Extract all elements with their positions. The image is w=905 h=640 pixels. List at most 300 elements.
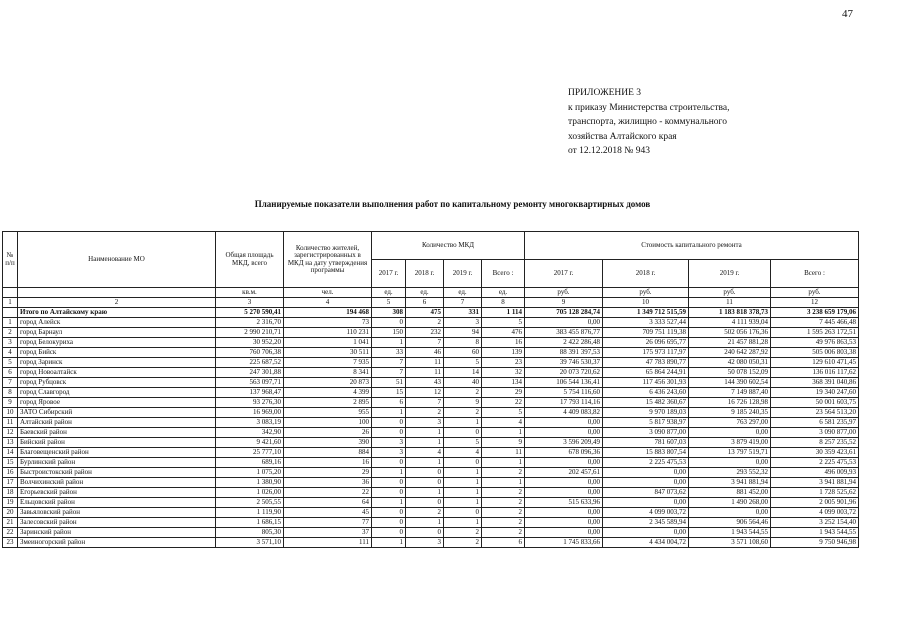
table-cell: 2 990 210,71 xyxy=(216,328,284,338)
table-row xyxy=(3,488,859,498)
table-cell: 2 316,70 xyxy=(216,318,284,328)
table-cell: 678 096,36 xyxy=(525,448,603,458)
table-cell: 5 xyxy=(372,298,406,308)
table-cell: 49 976 863,53 xyxy=(771,338,859,348)
table-cell: 7 xyxy=(372,368,406,378)
table-cell: 0,00 xyxy=(525,508,603,518)
table-cell: 8 341 xyxy=(284,368,372,378)
table-cell: 1 114 xyxy=(482,308,525,318)
table-cell: 5 270 590,41 xyxy=(216,308,284,318)
table-cell: 175 973 117,97 xyxy=(603,348,689,358)
table-cell: 15 xyxy=(372,388,406,398)
table-cell: 46 xyxy=(406,348,444,358)
table-cell: 4 099 003,72 xyxy=(771,508,859,518)
table-cell: 1 xyxy=(406,488,444,498)
table-cell: 1 xyxy=(482,478,525,488)
table-cell: 3 xyxy=(406,418,444,428)
table-cell: 0 xyxy=(372,318,406,328)
table-cell: руб. xyxy=(525,288,603,298)
table-cell: 1 745 833,66 xyxy=(525,538,603,548)
table-cell: 106 544 136,41 xyxy=(525,378,603,388)
header-residents: Количество жителей, зарегистрированных в МКД на дату утверждения программы xyxy=(284,232,372,288)
appendix-line: от 12.12.2018 № 943 xyxy=(568,146,650,157)
table-cell: 22 xyxy=(482,398,525,408)
table-cell: 247 301,88 xyxy=(216,368,284,378)
table-cell: 1 xyxy=(482,428,525,438)
table-cell: 2 422 286,48 xyxy=(525,338,603,348)
table-cell: 2 345 589,94 xyxy=(603,518,689,528)
table-cell: 847 073,62 xyxy=(603,488,689,498)
table-row xyxy=(3,408,859,418)
table-cell: 505 006 803,38 xyxy=(771,348,859,358)
table-cell: Бурлинский район xyxy=(18,458,216,468)
table-row xyxy=(3,468,859,478)
table-cell: 1 xyxy=(444,518,482,528)
table-cell: руб. xyxy=(603,288,689,298)
table-cell: 884 xyxy=(284,448,372,458)
table-cell: 4 399 xyxy=(284,388,372,398)
table-cell: 139 xyxy=(482,348,525,358)
table-cell: 3 090 877,00 xyxy=(603,428,689,438)
table-cell: 16 xyxy=(284,458,372,468)
table-cell: 7 xyxy=(406,398,444,408)
table-cell: 16 726 128,98 xyxy=(689,398,771,408)
table-cell: 1 686,15 xyxy=(216,518,284,528)
table-cell: 0 xyxy=(406,528,444,538)
table-cell: 9 xyxy=(482,438,525,448)
table-cell: 7 xyxy=(444,298,482,308)
table-cell: 705 128 284,74 xyxy=(525,308,603,318)
table-cell: 1 075,20 xyxy=(216,468,284,478)
table-cell: 30 359 423,61 xyxy=(771,448,859,458)
table-cell: 19 340 247,60 xyxy=(771,388,859,398)
table-cell: 100 xyxy=(284,418,372,428)
table-cell: 3 941 881,94 xyxy=(771,478,859,488)
header-count-group: Количество МКД xyxy=(372,232,525,260)
table-row xyxy=(3,348,859,358)
table-cell: 73 xyxy=(284,318,372,328)
table-row xyxy=(3,458,859,468)
table-cell: 15 482 360,67 xyxy=(603,398,689,408)
table-cell: 3 333 527,44 xyxy=(603,318,689,328)
table-cell: 36 xyxy=(284,478,372,488)
table-cell: ЗАТО Сибирский xyxy=(18,408,216,418)
table-cell: 18 xyxy=(3,488,18,498)
table-cell: руб. xyxy=(689,288,771,298)
appendix-line: транспорта, жилищно - коммунального xyxy=(568,117,727,128)
table-cell: 15 883 807,54 xyxy=(603,448,689,458)
table-cell: 3 571 108,60 xyxy=(689,538,771,548)
table-cell: 11 xyxy=(406,368,444,378)
table-cell: 689,16 xyxy=(216,458,284,468)
table-cell: 0,00 xyxy=(525,418,603,428)
table-cell: 9 970 189,03 xyxy=(603,408,689,418)
table-cell: 4 434 004,72 xyxy=(603,538,689,548)
table-cell: 65 864 244,91 xyxy=(603,368,689,378)
table-cell: 23 xyxy=(3,538,18,548)
table-cell: 6 581 235,97 xyxy=(771,418,859,428)
table-cell: 1 xyxy=(406,438,444,448)
table-cell: 26 xyxy=(284,428,372,438)
table-cell: 3 238 659 179,06 xyxy=(771,308,859,318)
table-cell: 7 xyxy=(406,338,444,348)
table-cell: 293 552,32 xyxy=(689,468,771,478)
table-cell: 7 xyxy=(3,378,18,388)
table-cell: 1 380,90 xyxy=(216,478,284,488)
table-cell: 308 xyxy=(372,308,406,318)
table-cell: 16 xyxy=(482,338,525,348)
table-cell: 25 777,10 xyxy=(216,448,284,458)
table-cell: 20 xyxy=(3,508,18,518)
table-cell: 1 xyxy=(444,468,482,478)
table-cell: 4 xyxy=(444,448,482,458)
table-row xyxy=(3,338,859,348)
table-cell: 10 xyxy=(3,408,18,418)
table-cell: 40 xyxy=(444,378,482,388)
page-number: 47 xyxy=(842,8,853,20)
table-cell: 7 445 466,48 xyxy=(771,318,859,328)
header-count-total: Всего : xyxy=(482,260,525,288)
table-cell: 1 183 818 378,73 xyxy=(689,308,771,318)
table-cell xyxy=(18,288,216,298)
table-cell: 3 083,19 xyxy=(216,418,284,428)
table-cell: 1 xyxy=(3,298,18,308)
units-row xyxy=(3,288,859,298)
table-cell: 368 391 040,86 xyxy=(771,378,859,388)
table-cell: 955 xyxy=(284,408,372,418)
table-cell: ед. xyxy=(406,288,444,298)
table-cell: 225 687,52 xyxy=(216,358,284,368)
table-cell: 51 xyxy=(372,378,406,388)
table-row xyxy=(3,448,859,458)
table-cell: Залесовский район xyxy=(18,518,216,528)
table-cell: 64 xyxy=(284,498,372,508)
table-cell: город Славгород xyxy=(18,388,216,398)
total-row xyxy=(3,308,859,318)
table-cell: 136 016 117,62 xyxy=(771,368,859,378)
table-cell: 5 xyxy=(444,438,482,448)
table-cell: 2 xyxy=(406,408,444,418)
table-cell: 11 xyxy=(406,358,444,368)
table-cell: 709 751 119,38 xyxy=(603,328,689,338)
table-cell: 50 078 152,09 xyxy=(689,368,771,378)
table-cell: 93 276,30 xyxy=(216,398,284,408)
table-cell: 5 xyxy=(3,358,18,368)
table-cell: 0,00 xyxy=(689,428,771,438)
table-cell: 43 xyxy=(406,378,444,388)
table-cell: 7 935 xyxy=(284,358,372,368)
table-cell: 1 xyxy=(444,418,482,428)
table-cell: 515 633,96 xyxy=(525,498,603,508)
table-cell: 240 642 287,92 xyxy=(689,348,771,358)
table-cell: 0 xyxy=(372,418,406,428)
table-cell: 475 xyxy=(406,308,444,318)
table-cell: 9 750 946,98 xyxy=(771,538,859,548)
table-cell: 3 090 877,00 xyxy=(771,428,859,438)
table-cell: 60 xyxy=(444,348,482,358)
table-cell: 3 xyxy=(3,338,18,348)
table-cell: 781 607,03 xyxy=(603,438,689,448)
table-cell: 94 xyxy=(444,328,482,338)
table-cell: 1 xyxy=(444,488,482,498)
table-cell: руб. xyxy=(771,288,859,298)
table-cell: 9 xyxy=(3,398,18,408)
table-cell: кв.м. xyxy=(216,288,284,298)
table-row xyxy=(3,528,859,538)
table-cell: 20 873 xyxy=(284,378,372,388)
table-cell: 2 225 475,53 xyxy=(603,458,689,468)
table-row xyxy=(3,388,859,398)
header-name: Наименование МО xyxy=(18,232,216,288)
table-cell: Заринский район xyxy=(18,528,216,538)
table-cell: 33 xyxy=(372,348,406,358)
table-cell: 805,30 xyxy=(216,528,284,538)
table-cell: 14 xyxy=(3,448,18,458)
table-cell: 150 xyxy=(372,328,406,338)
table-cell: 5 xyxy=(444,358,482,368)
table-row xyxy=(3,318,859,328)
table-row xyxy=(3,428,859,438)
table-cell: 2 xyxy=(482,468,525,478)
table-cell: ед. xyxy=(372,288,406,298)
table-cell: 1 026,00 xyxy=(216,488,284,498)
table-cell: 232 xyxy=(406,328,444,338)
table-cell: город Новоалтайск xyxy=(18,368,216,378)
table-cell: 0,00 xyxy=(603,498,689,508)
table-cell: 111 xyxy=(284,538,372,548)
table-cell: 2 xyxy=(3,328,18,338)
table-cell: 15 xyxy=(3,458,18,468)
table-cell: 0 xyxy=(372,478,406,488)
table-cell: 3 252 154,40 xyxy=(771,518,859,528)
appendix-line: ПРИЛОЖЕНИЕ 3 xyxy=(568,88,642,98)
table-cell: 1 349 712 515,59 xyxy=(603,308,689,318)
table-cell: 12 xyxy=(406,388,444,398)
table-cell: 0,00 xyxy=(525,428,603,438)
table-cell: 2 xyxy=(482,528,525,538)
table-cell: 2 xyxy=(482,508,525,518)
table-cell: 0,00 xyxy=(525,488,603,498)
table-cell: 1 xyxy=(372,538,406,548)
table-row xyxy=(3,358,859,368)
table-cell: ед. xyxy=(444,288,482,298)
table-cell: 7 xyxy=(372,358,406,368)
table-cell: 2 005 901,96 xyxy=(771,498,859,508)
header-area: Общая площадь МКД, всего xyxy=(216,232,284,288)
table-cell: город Алейск xyxy=(18,318,216,328)
table-cell: 16 xyxy=(3,468,18,478)
table-cell: 1 595 263 172,51 xyxy=(771,328,859,338)
table-cell: 6 xyxy=(372,398,406,408)
header-cost-group: Стоимость капитального ремонта xyxy=(525,232,859,260)
table-cell: 1 xyxy=(406,458,444,468)
table-cell: 0,00 xyxy=(525,458,603,468)
table-cell: 47 783 890,77 xyxy=(603,358,689,368)
table-cell: Алтайский район xyxy=(18,418,216,428)
header-num: № п/п xyxy=(3,232,18,288)
table-cell: 6 xyxy=(482,538,525,548)
table-cell: 2 xyxy=(482,498,525,508)
table-row xyxy=(3,438,859,448)
table-cell: 331 xyxy=(444,308,482,318)
table-cell: 0,00 xyxy=(603,528,689,538)
table-cell: 4 xyxy=(482,418,525,428)
table-cell: 29 xyxy=(284,468,372,478)
table-cell: Завьяловский район xyxy=(18,508,216,518)
table-cell: 383 455 876,77 xyxy=(525,328,603,338)
table-cell: 1 490 268,00 xyxy=(689,498,771,508)
table-cell: 12 xyxy=(771,298,859,308)
table-cell: 1 xyxy=(406,428,444,438)
table-cell: 8 xyxy=(3,388,18,398)
table-cell: 2 xyxy=(444,408,482,418)
table-cell: 144 390 602,54 xyxy=(689,378,771,388)
table-cell: 22 xyxy=(3,528,18,538)
table-cell: город Белокуриха xyxy=(18,338,216,348)
table-cell: 4 099 003,72 xyxy=(603,508,689,518)
table-cell: город Барнаул xyxy=(18,328,216,338)
table-cell: 110 231 xyxy=(284,328,372,338)
table-cell: 2 xyxy=(482,488,525,498)
table-cell: город Рубцовск xyxy=(18,378,216,388)
table-cell: 1 xyxy=(372,498,406,508)
table-cell: 4 xyxy=(406,448,444,458)
table-cell: 2 505,55 xyxy=(216,498,284,508)
table-cell: 1 943 544,55 xyxy=(689,528,771,538)
table-cell: 2 xyxy=(406,318,444,328)
table-cell: 390 xyxy=(284,438,372,448)
table-cell: 4 111 939,04 xyxy=(689,318,771,328)
table-cell: 5 xyxy=(482,408,525,418)
table-cell: 11 xyxy=(482,448,525,458)
table-cell: 9 xyxy=(444,398,482,408)
table-row xyxy=(3,478,859,488)
table-row xyxy=(3,518,859,528)
table-cell: 3 879 419,00 xyxy=(689,438,771,448)
table-cell: 0,00 xyxy=(689,458,771,468)
table-cell: 3 xyxy=(216,298,284,308)
table-cell: 5 xyxy=(482,318,525,328)
table-cell: 37 xyxy=(284,528,372,538)
table-cell: 1 xyxy=(3,318,18,328)
table-cell: 0,00 xyxy=(525,318,603,328)
table-cell: 2 xyxy=(444,528,482,538)
table-cell: Бийский район xyxy=(18,438,216,448)
table-cell: Благовещенский район xyxy=(18,448,216,458)
table-cell: 39 746 530,37 xyxy=(525,358,603,368)
table-cell: 11 xyxy=(689,298,771,308)
table-cell: 0,00 xyxy=(689,508,771,518)
table-cell: 0,00 xyxy=(525,478,603,488)
table-cell: 14 xyxy=(444,368,482,378)
table-cell: 16 969,00 xyxy=(216,408,284,418)
table-cell: 2 xyxy=(482,518,525,528)
table-cell: 10 xyxy=(603,298,689,308)
table-cell: 129 610 471,45 xyxy=(771,358,859,368)
table-cell: 0 xyxy=(372,488,406,498)
document-title: Планируемые показатели выполнения работ по капитальному ремонту многоквартирных домов xyxy=(254,199,651,209)
table-row xyxy=(3,508,859,518)
header-count-2019: 2019 г. xyxy=(444,260,482,288)
header-count-2017: 2017 г. xyxy=(372,260,406,288)
table-row xyxy=(3,498,859,508)
table-cell: 0,00 xyxy=(525,528,603,538)
header-cost-total: Всего : xyxy=(771,260,859,288)
table-cell: город Яровое xyxy=(18,398,216,408)
header-cost-2019: 2019 г. xyxy=(689,260,771,288)
table-cell: 23 xyxy=(482,358,525,368)
table-cell: 3 xyxy=(406,538,444,548)
table-cell: 760 706,38 xyxy=(216,348,284,358)
table-cell: 9 185 240,35 xyxy=(689,408,771,418)
table-cell: чел. xyxy=(284,288,372,298)
table-cell: 1 xyxy=(406,518,444,528)
table-cell: 17 793 114,16 xyxy=(525,398,603,408)
table-cell: 1 xyxy=(444,498,482,508)
table-cell: 1 041 xyxy=(284,338,372,348)
table-cell: 2 225 475,53 xyxy=(771,458,859,468)
table-cell: 6 436 243,60 xyxy=(603,388,689,398)
table-cell: 19 xyxy=(3,498,18,508)
table-cell: 5 754 116,60 xyxy=(525,388,603,398)
table-cell: 0 xyxy=(372,518,406,528)
header-cost-2017: 2017 г. xyxy=(525,260,603,288)
table-cell: 21 457 881,28 xyxy=(689,338,771,348)
table-cell: 194 468 xyxy=(284,308,372,318)
table-cell: Быстроистокский район xyxy=(18,468,216,478)
table-cell: 2 xyxy=(444,538,482,548)
table-cell: 0 xyxy=(444,428,482,438)
table-cell: 29 xyxy=(482,388,525,398)
table-cell: 8 257 235,52 xyxy=(771,438,859,448)
table-cell: 0 xyxy=(406,498,444,508)
appendix-line: к приказу Министерства строительства, xyxy=(568,102,730,113)
column-numbers-row xyxy=(3,298,859,308)
table-cell: 9 xyxy=(525,298,603,308)
table-cell: 8 xyxy=(444,338,482,348)
table-cell: 21 xyxy=(3,518,18,528)
table-cell: 563 097,71 xyxy=(216,378,284,388)
table-cell: город Бийск xyxy=(18,348,216,358)
table-cell: 1 xyxy=(482,458,525,468)
table-cell: 13 xyxy=(3,438,18,448)
table-cell: 50 001 603,75 xyxy=(771,398,859,408)
table-cell: 2 xyxy=(18,298,216,308)
table-cell: 0,00 xyxy=(525,518,603,528)
header-cost-2018: 2018 г. xyxy=(603,260,689,288)
capital-repair-table xyxy=(2,231,859,548)
table-cell: 763 297,00 xyxy=(689,418,771,428)
table-cell: 496 009,93 xyxy=(771,468,859,478)
table-cell: 881 452,00 xyxy=(689,488,771,498)
table-row xyxy=(3,398,859,408)
table-cell: 2 895 xyxy=(284,398,372,408)
table-cell: 3 941 881,94 xyxy=(689,478,771,488)
table-cell: 30 511 xyxy=(284,348,372,358)
appendix-line: хозяйства Алтайского края xyxy=(568,131,677,142)
appendix-block xyxy=(568,86,729,159)
table-cell: 1 119,90 xyxy=(216,508,284,518)
table-cell: 117 456 301,93 xyxy=(603,378,689,388)
table-cell: 4 xyxy=(3,348,18,358)
table-cell: 9 421,60 xyxy=(216,438,284,448)
table-cell: ед. xyxy=(482,288,525,298)
table-cell: 0 xyxy=(372,508,406,518)
table-cell: 32 xyxy=(482,368,525,378)
table-cell: 20 073 720,62 xyxy=(525,368,603,378)
table-cell: 30 952,20 xyxy=(216,338,284,348)
table-row xyxy=(3,378,859,388)
